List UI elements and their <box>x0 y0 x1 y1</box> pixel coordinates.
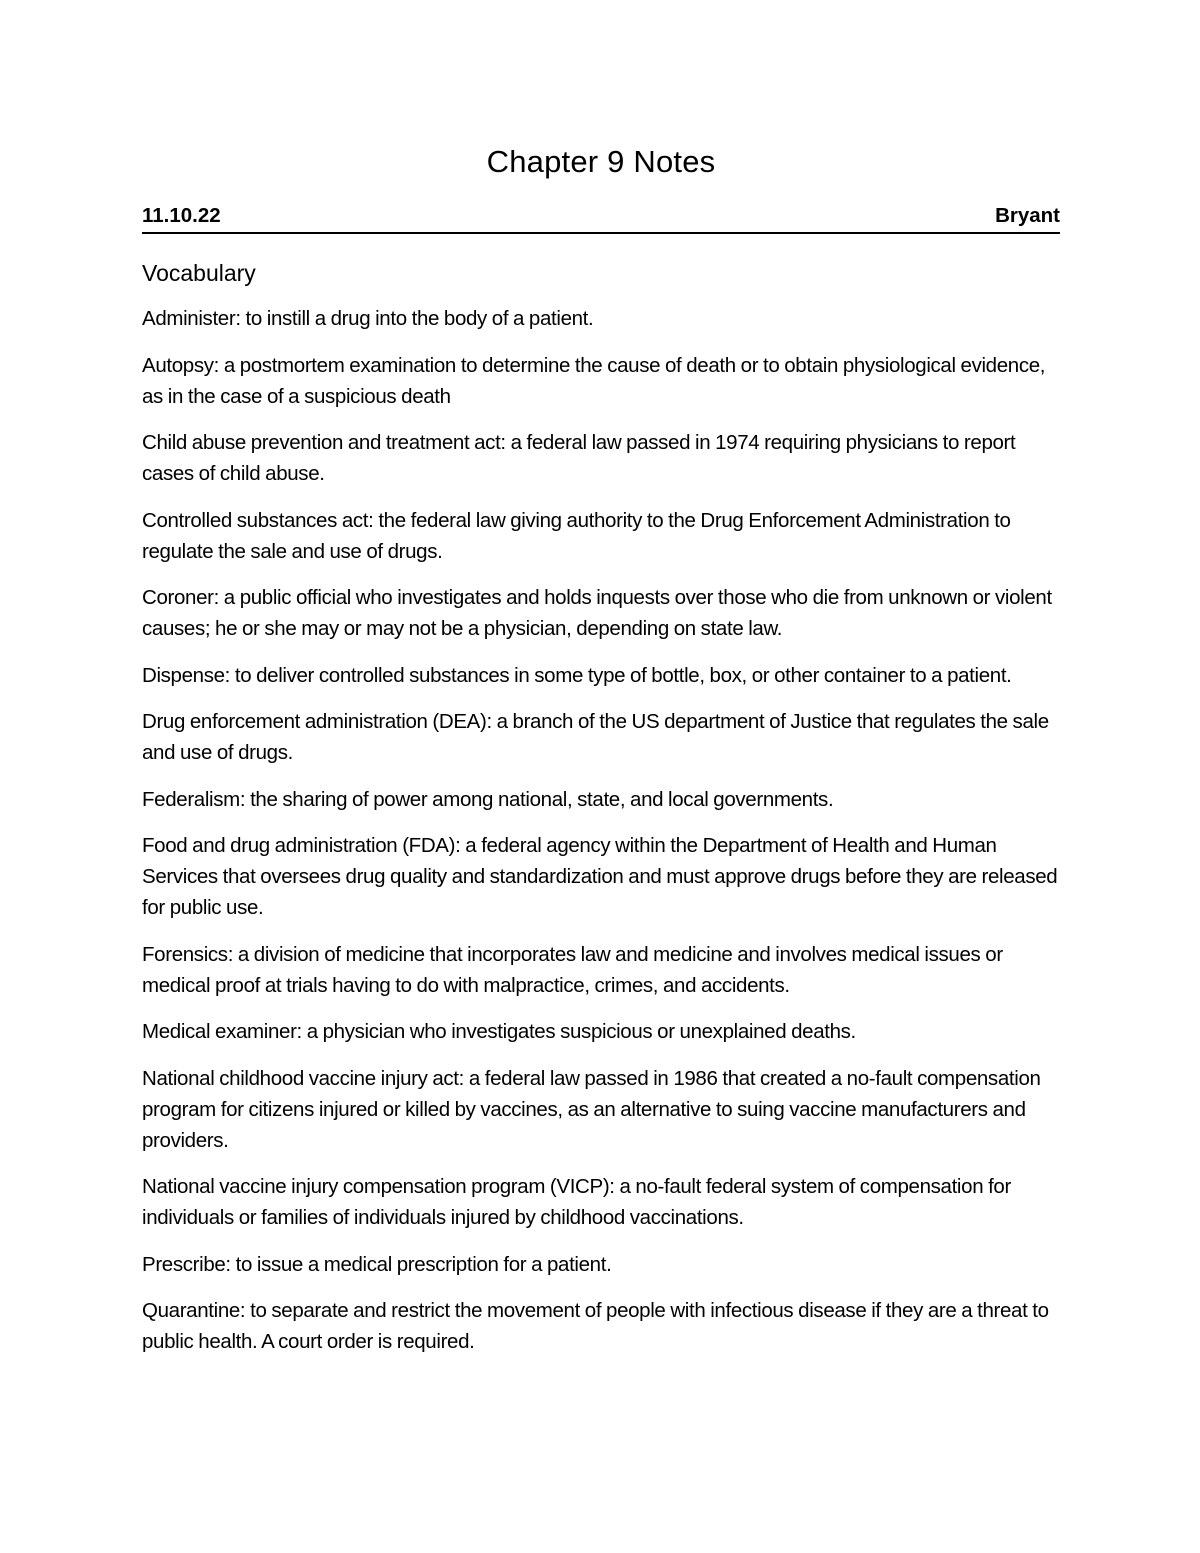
vocab-entry-forensics: Forensics: a division of medicine that incorporates law and medicine and involves medical issues or medical proof at trials having to do with malpractice, crimes, and accidents. <box>142 942 1003 997</box>
date-label: 11.10.22 <box>142 204 221 227</box>
page-title: Chapter 9 Notes <box>486 144 716 179</box>
vocab-entry-vicp: National vaccine injury compensation program (VICP): a no-fault federal system of compensation for individuals or families of individuals injured by childhood vaccinations. <box>142 1175 1011 1229</box>
author-label: Bryant <box>995 204 1060 227</box>
document-page <box>142 140 1060 1373</box>
vocab-entry-federalism: Federalism: the sharing of power among national, state, and local governments. <box>142 787 834 811</box>
vocab-entry-fda: Food and drug administration (FDA): a federal agency within the Department of Health and Human Services that oversees drug quality and standardization and must approve drugs before they are released for public use. <box>142 834 1058 919</box>
vocab-entry-quarantine: Quarantine: to separate and restrict the movement of people with infectious disease if they are a threat to public health. A court order is required. <box>142 1299 1049 1353</box>
vocab-entry-prescribe: Prescribe: to issue a medical prescription for a patient. <box>142 1252 612 1276</box>
header-row <box>142 203 1060 234</box>
vocab-entry-child-abuse-act: Child abuse prevention and treatment act: a federal law passed in 1974 requiring physicians to report cases of child abuse. <box>142 431 1016 485</box>
vocab-entry-dea: Drug enforcement administration (DEA): a branch of the US department of Justice that regulates the sale and use of drugs. <box>142 710 1049 764</box>
vocab-entry-vaccine-injury-act: National childhood vaccine injury act: a federal law passed in 1986 that created a no-fault compensation program for citizens injured or killed by vaccines, as an alternative to suing vaccine manufacturers and providers. <box>142 1066 1041 1152</box>
section-heading: Vocabulary <box>142 260 256 286</box>
vocab-entry-autopsy: Autopsy: a postmortem examination to determine the cause of death or to obtain physiological evidence, as in the case of a suspicious death <box>142 353 1046 408</box>
vocab-entry-medical-examiner: Medical examiner: a physician who investigates suspicious or unexplained deaths. <box>142 1020 856 1043</box>
vocab-entry-dispense: Dispense: to deliver controlled substances in some type of bottle, box, or other container to a patient. <box>142 663 1012 687</box>
vocabulary-list <box>142 303 1060 1357</box>
vocab-entry-coroner: Coroner: a public official who investigates and holds inquests over those who die from unknown or violent causes; he or she may or may not be a physician, depending on state law. <box>142 586 1052 640</box>
vocab-entry-administer: Administer: to instill a drug into the body of a patient. <box>142 307 594 330</box>
vocab-entry-controlled-substances-act: Controlled substances act: the federal law giving authority to the Drug Enforcement Administration to regulate the sale and use of drugs. <box>142 508 1011 563</box>
